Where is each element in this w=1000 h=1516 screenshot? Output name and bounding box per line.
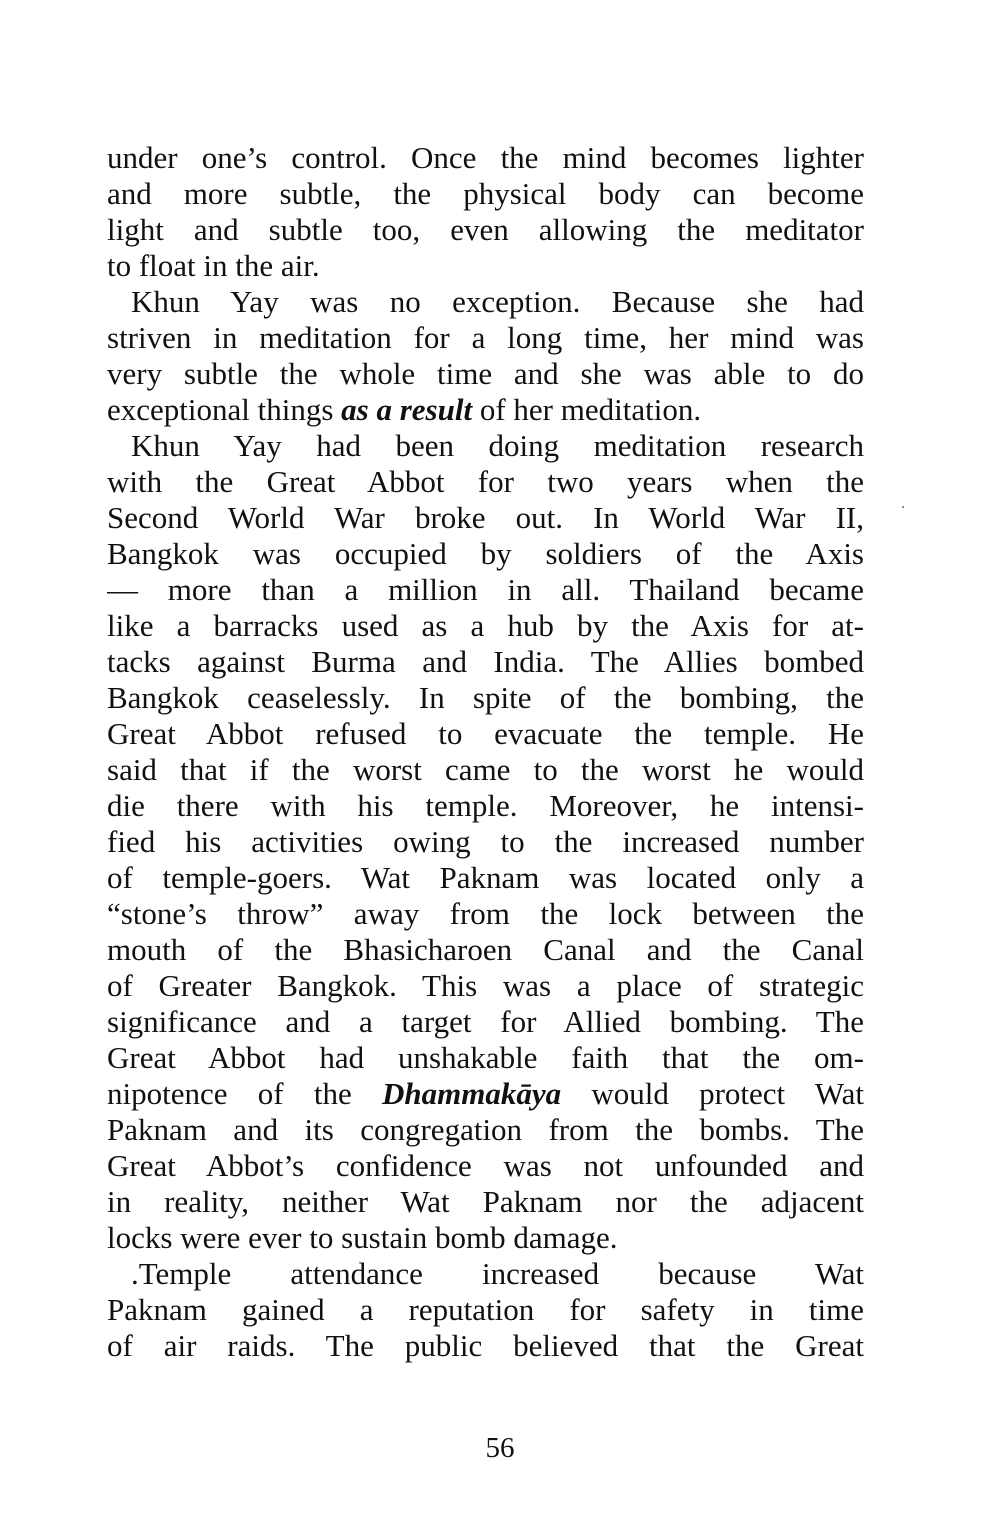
text-line: tacks against Burma and India. The Allies bombed: [107, 644, 864, 679]
text-line: significance and a target for Allied bombing. The: [107, 1004, 864, 1039]
text-line: like a barracks used as a hub by the Axis for at-: [107, 608, 864, 643]
text-run: would protect Wat: [561, 1076, 864, 1111]
text-line: Second World War broke out. In World War II,: [107, 500, 864, 535]
text-line: mouth of the Bhasicharoen Canal and the Canal: [107, 932, 864, 967]
text-line: said that if the worst came to the worst he would: [107, 752, 864, 787]
text-line: fied his activities owing to the increased number: [107, 824, 864, 859]
text-line: and more subtle, the physical body can become: [107, 176, 864, 211]
text-run: nipotence of the: [107, 1076, 382, 1111]
text-line: Bangkok was occupied by soldiers of the Axis: [107, 536, 864, 571]
text-line: light and subtle too, even allowing the meditator: [107, 212, 864, 247]
text-line: with the Great Abbot for two years when the: [107, 464, 864, 499]
text-line: die there with his temple. Moreover, he intensi-: [107, 788, 864, 823]
italic-term: Dhammakāya: [381, 1076, 562, 1111]
text-line: under one’s control. Once the mind becomes lighter: [107, 140, 864, 175]
text-line: [107, 1076, 864, 1112]
text-line: striven in meditation for a long time, her mind was: [107, 320, 864, 355]
text-line: locks were ever to sustain bomb damage.: [107, 1220, 618, 1255]
text-line: [107, 392, 864, 428]
text-line: of air raids. The public believed that the Great: [107, 1328, 864, 1363]
text-line: Khun Yay was no exception. Because she had: [131, 284, 864, 319]
text-line: .Temple attendance increased because Wat: [131, 1256, 864, 1291]
body-text: [107, 140, 864, 1364]
text-run: of her meditation.: [472, 392, 702, 427]
text-line: Bangkok ceaselessly. In spite of the bombing, the: [107, 680, 864, 715]
text-line: “stone’s throw” away from the lock between the: [107, 896, 864, 931]
text-line: Great Abbot’s confidence was not unfounded and: [107, 1148, 864, 1183]
text-line: Great Abbot refused to evacuate the temple. He: [107, 716, 864, 751]
italic-phrase: as a result: [341, 392, 473, 427]
text-line: of temple-goers. Wat Paknam was located only a: [107, 860, 864, 895]
page-number: 56: [485, 1432, 515, 1464]
text-line: to float in the air.: [107, 248, 320, 283]
text-run: exceptional things: [107, 392, 342, 427]
text-line: — more than a million in all. Thailand became: [107, 572, 864, 607]
text-line: Great Abbot had unshakable faith that the om-: [107, 1040, 864, 1075]
text-line: Paknam and its congregation from the bombs. The: [107, 1112, 864, 1147]
text-line: of Greater Bangkok. This was a place of strategic: [107, 968, 864, 1003]
text-line: in reality, neither Wat Paknam nor the adjacent: [107, 1184, 864, 1219]
scan-speck: [902, 506, 904, 508]
text-line: very subtle the whole time and she was able to do: [107, 356, 864, 391]
text-line: Paknam gained a reputation for safety in time: [107, 1292, 864, 1327]
text-line: Khun Yay had been doing meditation research: [131, 428, 864, 463]
